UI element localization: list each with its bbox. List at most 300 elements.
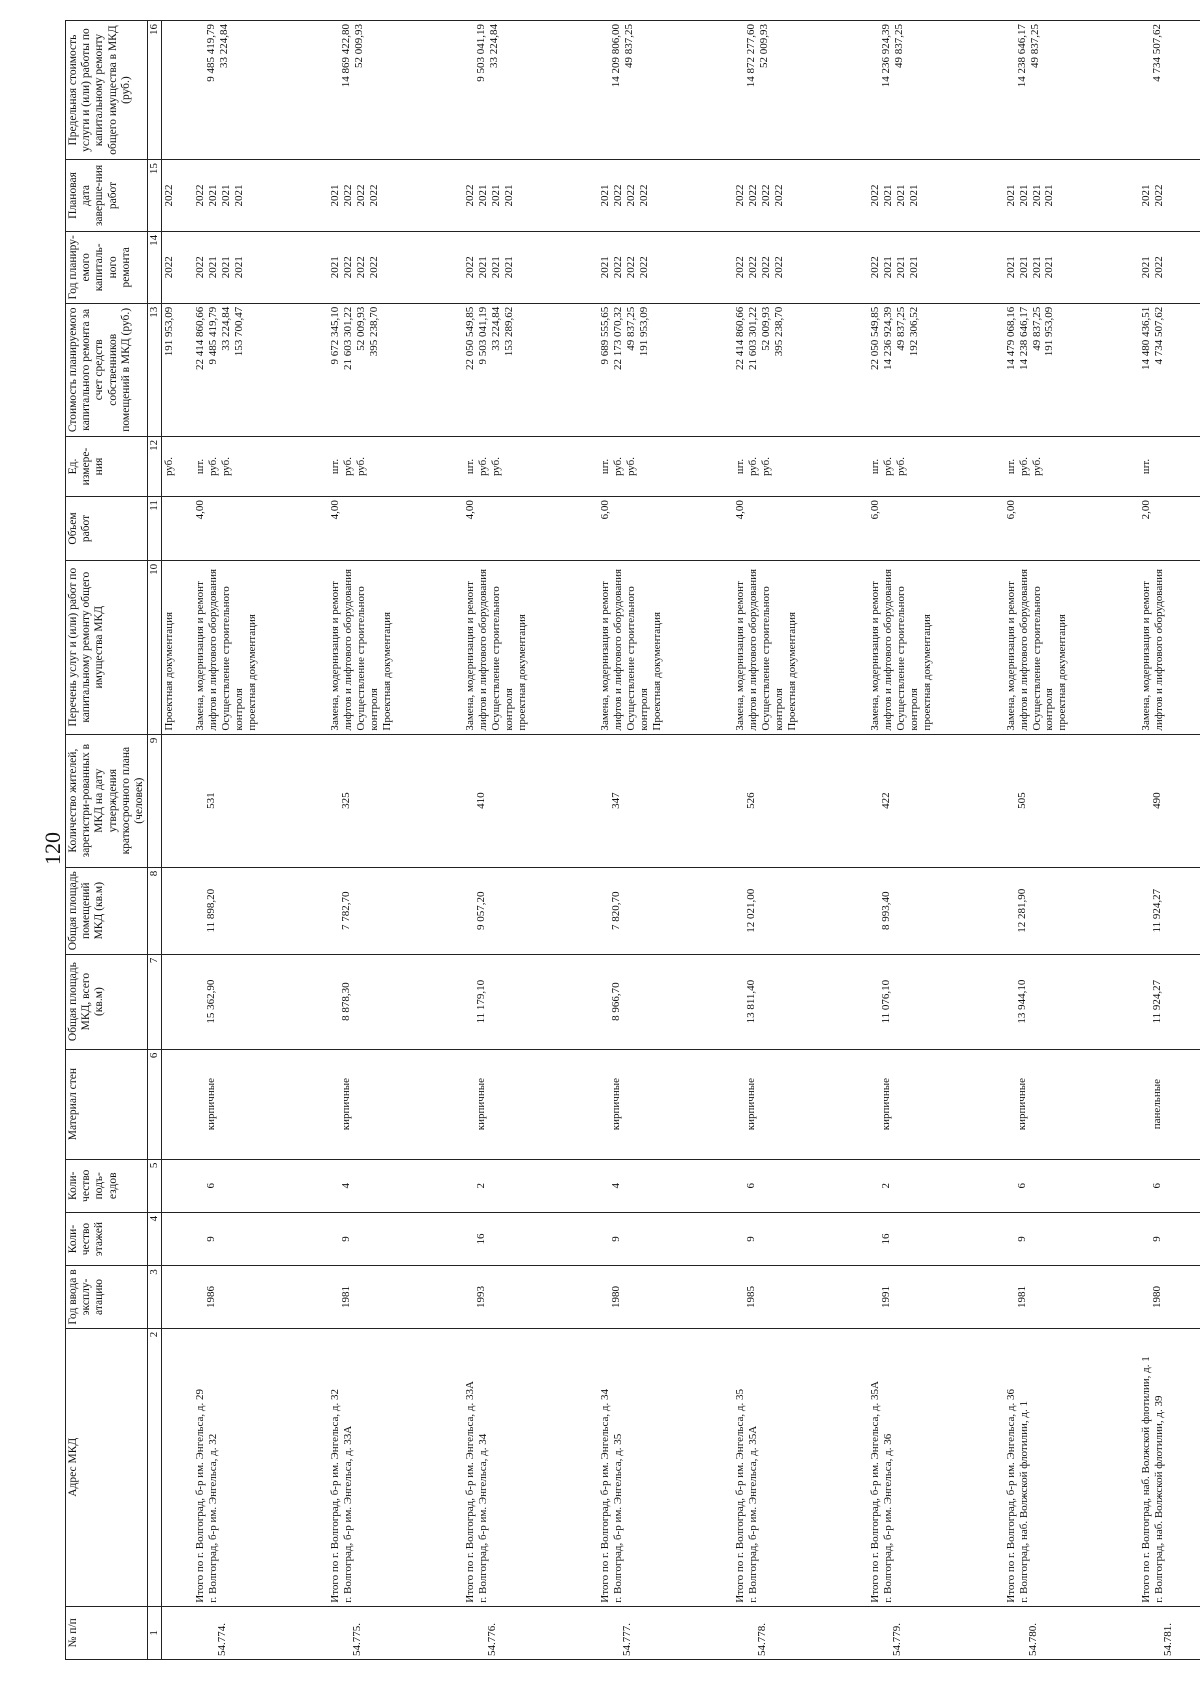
floors-cell — [193, 1212, 328, 1265]
work-cost: 191 953,09 — [638, 306, 651, 357]
spacer — [194, 1163, 205, 1209]
total-date: 2022 — [193, 184, 206, 207]
column-number: 16 — [148, 21, 162, 160]
total-date: 2022 — [869, 184, 882, 207]
address-cell — [463, 1328, 598, 1606]
column-header: Коли-чество этажей — [66, 1212, 148, 1265]
spacer — [464, 738, 475, 864]
work-cost: 52 009,93 — [760, 306, 773, 351]
total-cost: 14 480 436,51 — [1139, 306, 1152, 370]
work-name: Замена, модернизация и ремонт лифтов и лифтового оборудования — [1139, 568, 1165, 731]
column-number: 15 — [148, 160, 162, 232]
work-year: 2022 — [367, 256, 380, 279]
repair-year-cell — [598, 231, 733, 303]
area_total-cell — [1004, 954, 1139, 1049]
year: 1981 — [339, 1285, 352, 1308]
work-cost: 4 734 507,62 — [1152, 306, 1165, 365]
work-limit: 49 837,25 — [893, 24, 906, 68]
floors-cell — [598, 1212, 733, 1265]
cost-cell — [1004, 303, 1139, 436]
limit-cost-cell — [733, 21, 868, 160]
year-cell — [161, 1266, 192, 1329]
completion-date-cell — [868, 160, 1003, 232]
spacer — [734, 1053, 745, 1156]
column-number: 9 — [148, 734, 162, 867]
material-cell — [1139, 1049, 1200, 1159]
work-name: Замена, модернизация и ремонт лифтов и лифтового оборудования — [1004, 568, 1030, 731]
cost-cell — [193, 303, 328, 436]
spacer — [464, 1216, 475, 1262]
material-cell — [161, 1049, 192, 1159]
area_rooms: 7 782,70 — [339, 891, 352, 930]
work-cost: 14 236 924,39 — [882, 306, 895, 370]
row-number-cell — [193, 1606, 328, 1659]
total-label: Итого по г. Волгоград, б-р им. Энгельса, д. 34 — [599, 1389, 612, 1603]
work-year: 2021 — [908, 256, 921, 279]
spacer — [599, 1610, 610, 1656]
work-limit: 9 485 419,79 — [204, 24, 217, 82]
spacer — [329, 24, 340, 156]
work-cost: 49 837,25 — [625, 306, 638, 351]
spacer — [464, 24, 475, 156]
spacer — [610, 1610, 621, 1656]
area_total-cell — [328, 954, 463, 1049]
work-cost: 22 173 070,32 — [612, 306, 625, 370]
repair-year-cell — [161, 231, 192, 303]
row-number-cell — [598, 1606, 733, 1659]
residents-cell — [1139, 734, 1200, 867]
address-cell — [1139, 1328, 1200, 1606]
material: кирпичные — [610, 1078, 623, 1131]
column-number: 7 — [148, 954, 162, 1049]
spacer — [194, 1610, 205, 1656]
work-date: 2022 — [625, 184, 638, 207]
work-cost: 33 224,84 — [219, 306, 232, 351]
spacer — [329, 1269, 340, 1325]
total-year: 2022 — [734, 256, 747, 279]
column-header: Год ввода в эксплу-атацию — [66, 1266, 148, 1329]
work-name: Замена, модернизация и ремонт лифтов и лифтового оборудования — [734, 568, 760, 731]
spacer — [464, 1163, 475, 1209]
area_rooms: 7 820,70 — [610, 891, 623, 930]
volume-cell — [328, 497, 463, 561]
spacer — [1140, 738, 1151, 864]
year: 1991 — [880, 1285, 893, 1308]
work-limit: 33 224,84 — [487, 24, 500, 68]
spacer — [869, 1610, 880, 1656]
work-name: проектная документация — [245, 614, 258, 731]
work-date: 2022 — [1152, 184, 1165, 207]
entrances: 4 — [339, 1183, 352, 1189]
year: 1986 — [204, 1285, 217, 1308]
spacer — [734, 1610, 745, 1656]
year-cell — [463, 1266, 598, 1329]
work-name: Проектная документация — [380, 611, 393, 731]
spacer — [745, 1610, 756, 1656]
work-unit: руб. — [476, 456, 489, 477]
floors: 9 — [610, 1236, 623, 1242]
spacer — [329, 738, 340, 864]
row-number: 54.777. — [621, 1623, 634, 1656]
work-unit: шт. — [464, 458, 476, 475]
spacer — [194, 958, 205, 1046]
entrances-cell — [733, 1159, 868, 1212]
work-name: Осуществление строительного контроля — [489, 586, 515, 731]
works-cell — [463, 560, 598, 734]
spacer — [1140, 1053, 1151, 1156]
spacer — [194, 24, 205, 156]
work-year: 2021 — [206, 256, 219, 279]
column-number: 14 — [148, 231, 162, 303]
area_rooms: 12 281,90 — [1015, 888, 1028, 933]
spacer — [734, 738, 745, 864]
completion-date-cell — [1004, 160, 1139, 232]
column-header: Год планиру-емого капиталь-ного ремонта — [66, 231, 148, 303]
spacer — [599, 1216, 610, 1262]
address-cell — [868, 1328, 1003, 1606]
volume-cell — [193, 497, 328, 561]
cost-cell — [598, 303, 733, 436]
work-year: 2021 — [1043, 256, 1056, 279]
residents: 505 — [1015, 792, 1028, 809]
row-number-cell — [1139, 1606, 1200, 1659]
work-unit: шт. — [869, 458, 882, 475]
year: 1981 — [1015, 1285, 1028, 1308]
limit-cost-cell — [328, 21, 463, 160]
spacer — [163, 958, 174, 1046]
work-unit: руб. — [1030, 456, 1043, 477]
total-date: 2021 — [599, 184, 612, 207]
spacer — [329, 1610, 340, 1656]
work-year: 2022 — [354, 256, 367, 279]
spacer — [734, 1269, 745, 1325]
work-name: Замена, модернизация и ремонт лифтов и лифтового оборудования — [599, 568, 625, 731]
work-cost: 9 503 041,19 — [476, 306, 489, 365]
completion-date-cell — [1139, 160, 1200, 232]
work-year: 2021 — [882, 256, 895, 279]
table-row — [193, 21, 328, 1660]
limit-cost-cell — [1139, 21, 1200, 160]
area_rooms-cell — [868, 867, 1003, 954]
table-row — [598, 21, 733, 1660]
entrances-cell — [328, 1159, 463, 1212]
cost-cell — [161, 303, 192, 436]
spacer — [1140, 1163, 1151, 1209]
material: кирпичные — [880, 1078, 893, 1131]
works-cell — [598, 560, 733, 734]
work-volume: 4,00 — [193, 500, 206, 520]
year: 1985 — [745, 1285, 758, 1308]
work-unit: руб. — [747, 456, 760, 477]
work-date: 2022 — [341, 184, 354, 207]
total-label: Итого по г. Волгоград, б-р им. Энгельса, д. 32 — [328, 1389, 341, 1603]
work-unit: шт. — [734, 458, 747, 475]
entrances: 2 — [475, 1183, 487, 1189]
work-unit: руб. — [895, 456, 908, 477]
work-year: 2022 — [747, 256, 760, 279]
row-number: 54.775. — [350, 1623, 363, 1656]
work-unit: шт. — [328, 458, 341, 475]
work-name: Осуществление строительного контроля — [354, 586, 380, 731]
area_total: 8 878,30 — [339, 982, 352, 1021]
spacer — [163, 738, 174, 864]
works-cell — [868, 560, 1003, 734]
area_total: 13 944,10 — [1015, 979, 1028, 1024]
floors: 9 — [745, 1236, 758, 1242]
work-date: 2021 — [895, 184, 908, 207]
row-number: 54.776. — [486, 1623, 498, 1656]
work-limit: 52 009,93 — [758, 24, 771, 68]
floors-cell — [1004, 1212, 1139, 1265]
address-cell — [733, 1328, 868, 1606]
material: кирпичные — [475, 1078, 487, 1131]
work-cost: 14 238 646,17 — [1017, 306, 1030, 370]
spacer — [475, 1610, 486, 1656]
entrances-cell — [193, 1159, 328, 1212]
spacer — [599, 871, 610, 951]
column-header: Предельная стоимость услуги и (или) работы по капитальному ремонту общего имущества в МКД (руб.) — [66, 21, 148, 160]
spacer — [194, 871, 205, 951]
entrances: 2 — [880, 1183, 893, 1189]
table-row — [733, 21, 868, 1660]
rotated-table-wrapper — [65, 20, 1200, 1660]
area_total: 13 811,40 — [745, 979, 758, 1024]
work-unit: руб. — [882, 456, 895, 477]
material: панельные — [1150, 1079, 1163, 1130]
column-number: 13 — [148, 303, 162, 436]
area_rooms: 12 021,00 — [745, 888, 758, 933]
spacer — [1005, 24, 1016, 156]
area_total-cell — [868, 954, 1003, 1049]
work-year: 2021 — [476, 256, 489, 279]
year-cell — [1139, 1266, 1200, 1329]
cost-cell — [733, 303, 868, 436]
floors-cell — [328, 1212, 463, 1265]
unit-cell — [733, 436, 868, 496]
address: г. Волгоград, б-р им. Энгельса, д. 32 — [206, 1433, 219, 1603]
work-limit: 14 872 277,60 — [745, 24, 758, 88]
spacer — [1140, 24, 1151, 156]
spacer — [464, 1053, 475, 1156]
work-year: 2021 — [489, 256, 502, 279]
work-limit: 4 734 507,62 — [1150, 24, 1163, 82]
work-unit: руб. — [162, 456, 175, 477]
work-limit: 14 209 806,00 — [610, 24, 623, 88]
entrances-cell — [598, 1159, 733, 1212]
residents-cell — [733, 734, 868, 867]
spacer — [194, 738, 205, 864]
work-cost: 49 837,25 — [895, 306, 908, 351]
total-label: Итого по г. Волгоград, б-р им. Энгельса, д. 35А — [869, 1381, 882, 1603]
material: кирпичные — [745, 1078, 758, 1131]
column-number: 1 — [148, 1606, 162, 1659]
spacer — [869, 871, 880, 951]
works-cell — [193, 560, 328, 734]
work-unit: шт. — [1139, 458, 1152, 475]
row-number: 54.778. — [756, 1623, 769, 1656]
volume-cell — [868, 497, 1003, 561]
spacer — [869, 1269, 880, 1325]
work-limit: 14 236 924,39 — [880, 24, 893, 88]
material: кирпичные — [1015, 1078, 1028, 1131]
work-volume: 2,00 — [1139, 500, 1152, 520]
address-cell — [598, 1328, 733, 1606]
repair-year-cell — [1139, 231, 1200, 303]
volume-cell — [463, 497, 598, 561]
residents-cell — [161, 734, 192, 867]
entrances-cell — [463, 1159, 598, 1212]
work-year: 2021 — [895, 256, 908, 279]
work-date: 2021 — [206, 184, 219, 207]
area_total: 11 179,10 — [475, 979, 487, 1024]
area_rooms-cell — [193, 867, 328, 954]
table-row — [463, 21, 598, 1660]
spacer — [163, 1610, 174, 1656]
address-cell — [193, 1328, 328, 1606]
floors-cell — [733, 1212, 868, 1265]
area_rooms-cell — [733, 867, 868, 954]
residents: 490 — [1150, 792, 1163, 809]
spacer — [734, 958, 745, 1046]
work-name: Замена, модернизация и ремонт лифтов и лифтового оборудования — [869, 568, 895, 731]
address: г. Волгоград, б-р им. Энгельса, д. 36 — [882, 1433, 895, 1603]
limit-cost-cell — [193, 21, 328, 160]
area_rooms-cell — [328, 867, 463, 954]
entrances-cell — [1004, 1159, 1139, 1212]
repair-year-cell — [868, 231, 1003, 303]
spacer — [163, 1269, 174, 1325]
year: 1980 — [610, 1285, 623, 1308]
page-number: 120 — [40, 832, 65, 865]
work-name: Осуществление строительного контроля — [625, 586, 651, 731]
work-cost: 49 837,25 — [1030, 306, 1043, 351]
unit-cell — [161, 436, 192, 496]
column-header: Перечень услуг и (или) работ по капитальному ремонту общего имущества МКД — [66, 560, 148, 734]
total-date: 2021 — [1004, 184, 1017, 207]
row-number-cell — [161, 1606, 192, 1659]
spacer — [1140, 958, 1151, 1046]
spacer — [1005, 738, 1016, 864]
work-cost: 153 700,47 — [232, 306, 245, 357]
spacer — [599, 24, 610, 156]
spacer — [1016, 1610, 1027, 1656]
residents: 422 — [880, 792, 893, 809]
volume-cell — [733, 497, 868, 561]
spacer — [599, 1053, 610, 1156]
completion-date-cell — [328, 160, 463, 232]
area_rooms: 9 057,20 — [475, 891, 487, 930]
work-year: 2021 — [232, 256, 245, 279]
header-row — [66, 21, 148, 1660]
spacer — [869, 24, 880, 156]
unit-cell — [1139, 436, 1200, 496]
area_rooms: 11 924,27 — [1150, 888, 1163, 933]
spacer — [869, 1053, 880, 1156]
spacer — [329, 958, 340, 1046]
work-volume: 6,00 — [1004, 500, 1017, 520]
work-name: проектная документация — [515, 614, 528, 731]
total-cost: 22 050 549,85 — [464, 306, 476, 370]
spacer — [1151, 1610, 1162, 1656]
floors: 16 — [880, 1233, 893, 1245]
total-year: 2022 — [869, 256, 882, 279]
total-date: 2022 — [464, 184, 476, 207]
year-cell — [868, 1266, 1003, 1329]
work-date: 2022 — [612, 184, 625, 207]
address: г. Волгоград, наб. Волжской флотилии, д. 39 — [1152, 1395, 1165, 1603]
work-volume: 4,00 — [328, 500, 341, 520]
work-volume: 6,00 — [869, 500, 882, 520]
column-number: 5 — [148, 1159, 162, 1212]
spacer — [734, 24, 745, 156]
spacer — [163, 1332, 174, 1603]
column-header: Материал стен — [66, 1049, 148, 1159]
spacer — [880, 1610, 891, 1656]
work-date: 2021 — [1017, 184, 1030, 207]
total-year: 2022 — [193, 256, 206, 279]
spacer — [869, 738, 880, 864]
column-number: 2 — [148, 1328, 162, 1606]
work-year: 2021 — [1017, 256, 1030, 279]
spacer — [464, 1610, 475, 1656]
entrances-cell — [1139, 1159, 1200, 1212]
residents-cell — [463, 734, 598, 867]
total-cost: 22 414 860,66 — [193, 306, 206, 370]
spacer — [869, 1216, 880, 1262]
work-limit: 49 837,25 — [623, 24, 636, 68]
work-date: 2021 — [1030, 184, 1043, 207]
volume-cell — [1004, 497, 1139, 561]
cost-cell — [328, 303, 463, 436]
material-cell — [463, 1049, 598, 1159]
work-year: 2022 — [625, 256, 638, 279]
works-cell — [161, 560, 192, 734]
entrances: 6 — [1150, 1183, 1163, 1189]
work-limit: 49 837,25 — [1028, 24, 1041, 68]
area_total-cell — [193, 954, 328, 1049]
residents: 410 — [475, 792, 487, 809]
work-date: 2022 — [638, 184, 651, 207]
work-year: 2022 — [341, 256, 354, 279]
work-cost: 395 238,70 — [773, 306, 786, 357]
repair-year-cell — [193, 231, 328, 303]
row-number-cell — [463, 1606, 598, 1659]
floors-cell — [463, 1212, 598, 1265]
material-cell — [328, 1049, 463, 1159]
area_total-cell — [598, 954, 733, 1049]
column-header: Стоимость планируемого капитального ремонта за счет средств собственников помещений в МКД (руб.) — [66, 303, 148, 436]
work-limit: 14 869 422,80 — [339, 24, 352, 88]
volume-cell — [1139, 497, 1200, 561]
spacer — [163, 1053, 174, 1156]
material-cell — [193, 1049, 328, 1159]
row-number-cell — [328, 1606, 463, 1659]
column-header: Общая площадь помещений МКД (кв.м) — [66, 867, 148, 954]
total-year: 2021 — [599, 256, 612, 279]
column-header: Плановая дата заверше-ния работ — [66, 160, 148, 232]
work-volume: 4,00 — [734, 500, 747, 520]
works-cell — [1139, 560, 1200, 734]
work-name: проектная документация — [921, 614, 934, 731]
work-name: Осуществление строительного контроля — [219, 586, 245, 731]
work-unit: руб. — [1017, 456, 1030, 477]
total-cost: 191 953,09 — [162, 306, 175, 357]
year-cell — [328, 1266, 463, 1329]
total-date: 2021 — [328, 184, 341, 207]
column-number: 6 — [148, 1049, 162, 1159]
work-name: Замена, модернизация и ремонт лифтов и лифтового оборудования — [193, 568, 219, 731]
area_total: 11 076,10 — [880, 979, 893, 1024]
